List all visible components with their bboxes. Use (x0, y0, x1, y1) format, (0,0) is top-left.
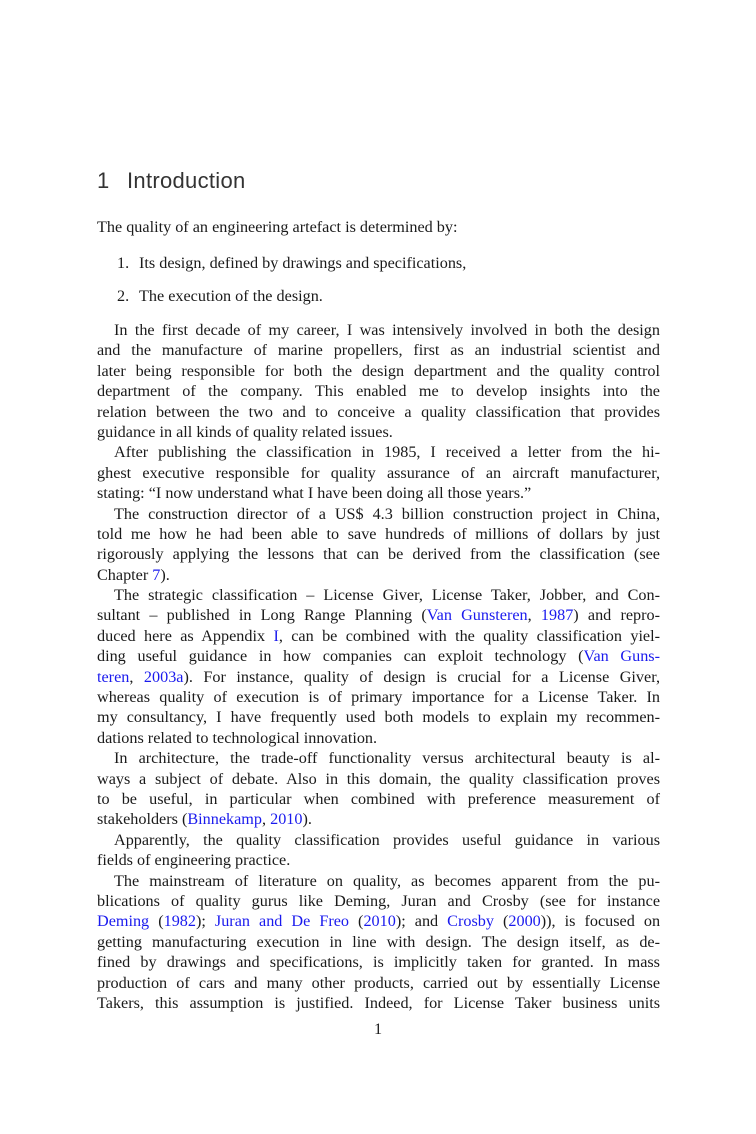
text-line (97, 626, 660, 646)
text-line (97, 504, 660, 524)
text-line (97, 381, 660, 401)
text-span: The mainstream of literature on quality, as becomes apparent from the pu- (114, 871, 660, 890)
text-span: guidance in all kinds of quality related issues. (97, 422, 393, 441)
text-span: , (527, 606, 541, 625)
text-span: relation between the two and to conceive a quality classification that provides (97, 402, 660, 421)
section-heading (97, 168, 246, 194)
text-line (97, 565, 660, 585)
text-span: stakeholders ( (97, 810, 188, 829)
text-span: ); (195, 912, 215, 931)
text-span: and the manufacture of marine propellers, first as an industrial scientist and (97, 341, 660, 360)
section-title: Introduction (127, 168, 246, 193)
text-span: The construction director of a US$ 4.3 billion construction project in China, (114, 504, 660, 523)
text-span: told me how he had been able to save hundreds of millions of dollars by just (97, 524, 660, 543)
text-line (97, 483, 660, 503)
text-line (97, 340, 660, 360)
text-span: duced here as Appendix (97, 626, 274, 645)
body-text (97, 320, 660, 1013)
text-span: ( (349, 912, 364, 931)
citation-link[interactable]: Van Gunsteren (426, 606, 528, 625)
text-span: )), is focused on (540, 912, 661, 931)
text-line (97, 667, 660, 687)
text-line (97, 544, 660, 564)
text-span: dations related to technological innovation. (97, 728, 378, 747)
list-item (117, 287, 323, 306)
text-line (97, 809, 660, 829)
text-line (97, 932, 660, 952)
citation-link[interactable]: 7 (152, 565, 161, 584)
text-line (97, 687, 660, 707)
text-span: , (262, 810, 271, 829)
citation-link[interactable]: 1987 (540, 606, 574, 625)
text-line (97, 789, 660, 809)
text-span: , (129, 667, 144, 686)
list-number: 1. (117, 254, 130, 272)
text-span: fined by drawings and specifications, is implicitly taken for granted. In mass (97, 953, 660, 972)
text-span: my consultancy, I have frequently used both models to explain my recommen- (97, 708, 660, 727)
citation-link[interactable]: 2010 (363, 912, 396, 931)
text-line (97, 993, 660, 1013)
text-span: , can be combined with the quality classification yiel- (278, 626, 661, 645)
list-item (117, 254, 466, 273)
text-line (97, 911, 660, 931)
list-number: 2. (117, 287, 130, 305)
section-number: 1 (97, 168, 110, 193)
text-span: department of the company. This enabled me to develop insights into the (97, 382, 660, 401)
text-span: Chapter (97, 565, 153, 584)
text-line (97, 891, 660, 911)
citation-link[interactable]: 2010 (270, 810, 303, 829)
citation-link[interactable]: 2000 (508, 912, 541, 931)
text-line (97, 646, 660, 666)
text-line (97, 320, 660, 340)
text-span: ). (302, 810, 312, 829)
text-span: ways a subject of debate. Also in this domain, the quality classification proves (97, 769, 660, 788)
text-span: ). (160, 565, 170, 584)
text-span: The strategic classification – License Giver, License Taker, Jobber, and Con- (114, 586, 660, 605)
text-span: ) and repro- (573, 606, 661, 625)
citation-link[interactable]: 1982 (163, 912, 196, 931)
text-span: ( (493, 912, 509, 931)
text-span: fields of engineering practice. (97, 851, 291, 870)
text-line (97, 463, 660, 483)
text-line (97, 728, 660, 748)
citation-link[interactable]: Crosby (447, 912, 494, 931)
text-span: Takers, this assumption is justified. Indeed, for License Taker business units (97, 993, 660, 1012)
text-line (97, 605, 660, 625)
citation-link[interactable]: 2003a (143, 667, 184, 686)
text-line (97, 524, 660, 544)
citation-link[interactable]: Juran and De Freo (214, 912, 350, 931)
text-line (97, 850, 660, 870)
citation-link[interactable]: Van Guns- (583, 647, 660, 666)
text-line (97, 361, 660, 381)
text-span: ); and (395, 912, 448, 931)
text-line (97, 585, 660, 605)
text-span: ding useful guidance in how companies can exploit technology ( (97, 647, 584, 666)
page-number: 1 (373, 1020, 383, 1038)
text-line (97, 973, 660, 993)
text-span: In the first decade of my career, I was intensively involved in both the design (114, 321, 660, 339)
text-line (97, 871, 660, 891)
text-span: ghest executive responsible for quality assurance of an aircraft manufacturer, (97, 463, 660, 482)
text-line (97, 422, 660, 442)
text-span: rigorously applying the lessons that can be derived from the classification (see (97, 545, 660, 564)
text-span: blications of quality gurus like Deming, Juran and Crosby (see for instance (97, 891, 660, 910)
citation-link[interactable]: Deming (97, 912, 150, 931)
text-span: whereas quality of execution is of primary importance for a License Taker. In (97, 688, 660, 707)
text-span: After publishing the classification in 1985, I received a letter from the hi- (114, 443, 660, 462)
text-span: sultant – published in Long Range Planning ( (97, 606, 427, 625)
text-span: Apparently, the quality classification provides useful guidance in various (114, 830, 660, 849)
list-text: Its design, defined by drawings and specifications, (139, 254, 467, 272)
text-span: ( (149, 912, 164, 931)
text-line (97, 442, 660, 462)
text-line (97, 748, 660, 768)
text-line (97, 402, 660, 422)
citation-link[interactable]: teren (97, 667, 130, 686)
text-span: later being responsible for both the design department and the quality control (97, 361, 660, 380)
text-span: ). For instance, quality of design is crucial for a License Giver, (183, 667, 661, 686)
citation-link[interactable]: Binnekamp (187, 810, 262, 829)
text-span: production of cars and many other products, carried out by essentially License (97, 973, 660, 992)
text-span: stating: “I now understand what I have been doing all those years.” (97, 484, 532, 503)
text-line (97, 769, 660, 789)
lead-sentence: The quality of an engineering artefact is determined by: (97, 218, 458, 236)
text-span: to be useful, in particular when combined with preference measurement of (97, 789, 660, 808)
text-line (97, 707, 660, 727)
list-text: The execution of the design. (139, 287, 323, 305)
text-span: getting manufacturing execution in line with design. The design itself, as de- (97, 932, 660, 951)
text-span: In architecture, the trade-off functionality versus architectural beauty is al- (114, 749, 660, 768)
text-line (97, 830, 660, 850)
text-line (97, 952, 660, 972)
citation-link[interactable]: I (273, 626, 279, 645)
